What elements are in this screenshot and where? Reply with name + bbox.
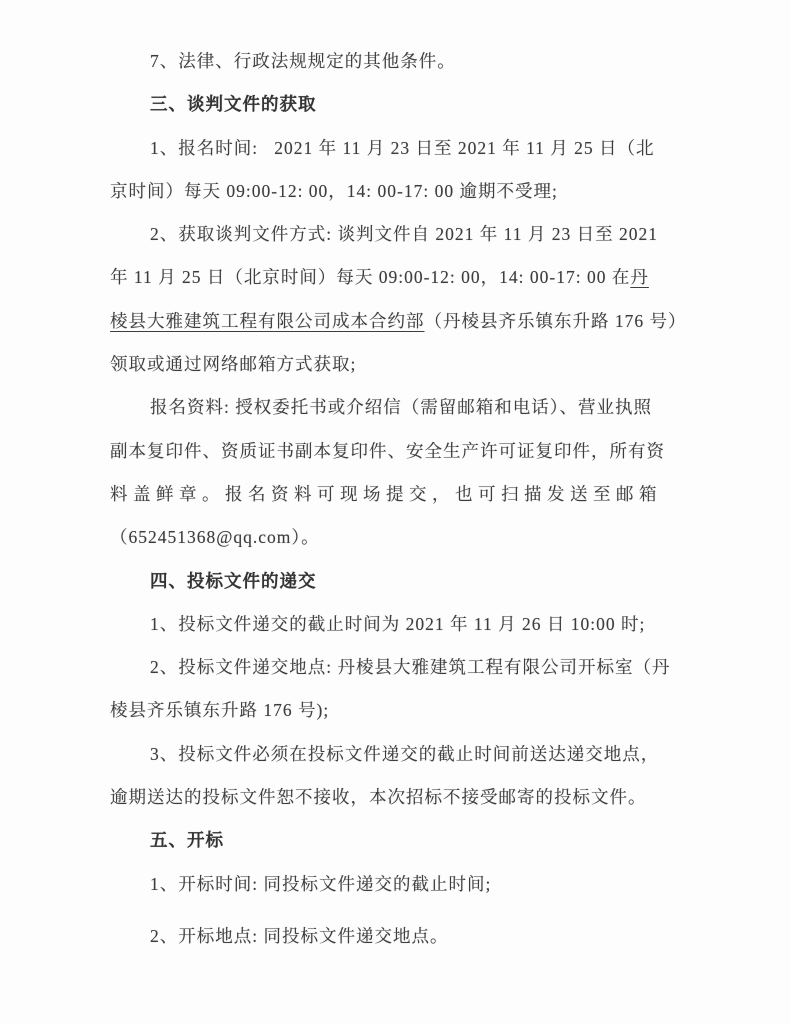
- paragraph-line: 7、法律、行政法规规定的其他条件。: [150, 51, 456, 71]
- paragraph-line: [110, 256, 688, 299]
- paragraph-line: 1、报名时间: 2021 年 11 月 23 日至 2021 年 11 月 25 日（北: [150, 137, 655, 158]
- paragraph-line: 2、获取谈判文件方式: 谈判文件自 2021 年 11 月 23 日至 2021: [150, 224, 658, 245]
- document-content: [110, 40, 688, 958]
- paragraph-line: [110, 300, 688, 343]
- section-heading-bid-submission: 四、投标文件的递交: [150, 570, 317, 591]
- paragraph-line: 2、投标文件递交地点: 丹棱县大雅建筑工程有限公司开标室（丹: [150, 657, 671, 678]
- paragraph-line: 领取或通过网络邮箱方式获取;: [110, 354, 357, 375]
- paragraph-line: 2、开标地点: 同投标文件递交地点。: [150, 925, 449, 946]
- line-text: （丹棱县齐乐镇东升路 176 号）: [424, 310, 687, 331]
- paragraph-line: 3、投标文件必须在投标文件递交的截止时间前送达递交地点，: [150, 743, 660, 764]
- section-heading-negotiation-documents: 三、谈判文件的获取: [150, 94, 317, 115]
- underlined-text: 丹: [630, 267, 649, 288]
- paragraph-line: 料盖鲜章。报名资料可现场提交，也可扫描发送至邮箱: [110, 483, 662, 504]
- paragraph-line: 京时间）每天 09:00-12: 00，14: 00-17: 00 逾期不受理;: [110, 180, 558, 201]
- email-line: （652451368@qq.com）。: [110, 527, 320, 548]
- section-heading-bid-opening: 五、开标: [150, 830, 224, 851]
- paragraph-line: 棱县齐乐镇东升路 176 号);: [110, 700, 330, 721]
- paragraph-line: 副本复印件、资质证书副本复印件、安全生产许可证复印件，所有资: [110, 440, 665, 461]
- paragraph-line: 1、开标时间: 同投标文件递交的截止时间;: [150, 873, 492, 894]
- paragraph-line: 报名资料: 授权委托书或介绍信（需留邮箱和电话）、营业执照: [150, 397, 652, 418]
- paragraph-line: 1、投标文件递交的截止时间为 2021 年 11 月 26 日 10:00 时;: [150, 613, 646, 634]
- paragraph-line: 逾期送达的投标文件恕不接收，本次招标不接受邮寄的投标文件。: [110, 787, 647, 808]
- line-text: 年 11 月 25 日（北京时间）每天 09:00-12: 00，14: 00-17: 00 在: [110, 267, 631, 288]
- underlined-company-name: 棱县大雅建筑工程有限公司成本合约部: [110, 310, 425, 331]
